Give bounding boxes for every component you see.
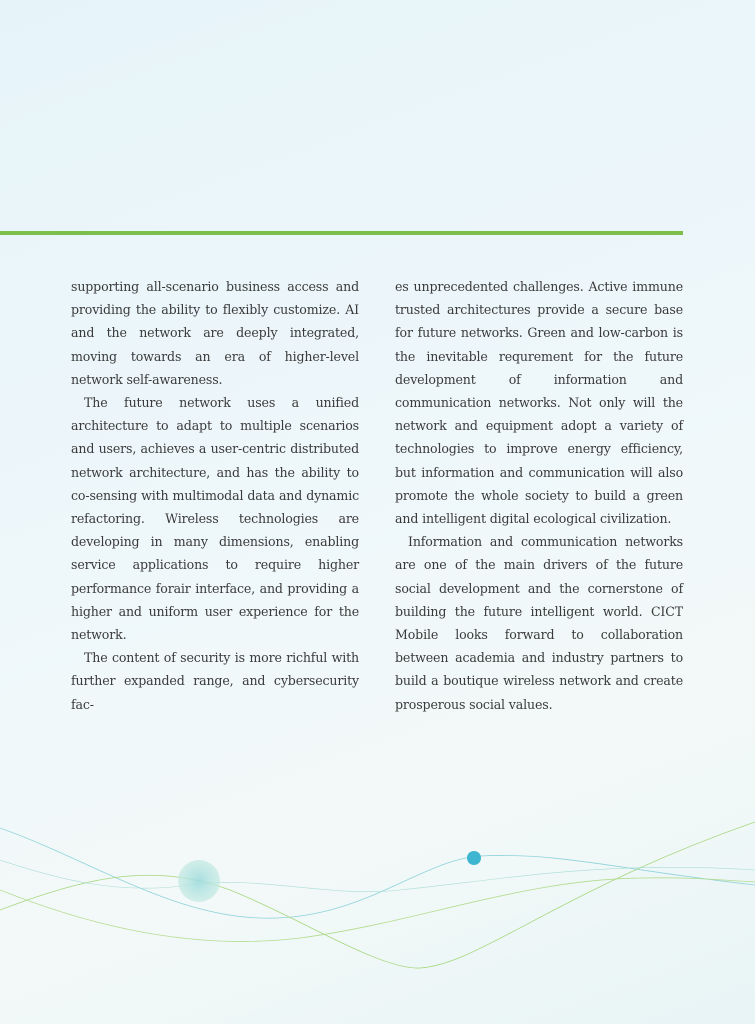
- decorative-wave-lines: [0, 800, 755, 1024]
- paragraph: The future network uses a unified architecture to adapt to multiple scenarios and users, achieves a user-centric distributed network architecture, and has the ability to co-sensing with multimodal data and dynamic refactoring. Wireless technologies are developing in many dimensions, enabling service applications to require higher performance forair interface, and providing a higher and uniform user experience for the network.: [71, 395, 359, 643]
- green-divider-rule: [0, 231, 683, 235]
- wave-line: [0, 860, 755, 892]
- paragraph: supporting all-scenario business access and providing the ability to flexibly customize. AI and the network are deeply integrated, moving towards an era of higher-level network self-awareness.: [71, 279, 359, 387]
- left-text-column: [71, 275, 359, 716]
- small-bubble: [467, 851, 481, 865]
- wave-line: [0, 828, 755, 918]
- wave-line: [0, 822, 755, 968]
- right-text-column: [395, 275, 683, 716]
- large-bubble: [178, 860, 220, 902]
- wave-line: [0, 878, 755, 942]
- paragraph: Information and communication networks are one of the main drivers of the future social development and the cornerstone of building the future intelligent world. CICT Mobile looks forward to collaboration between academia and industry partners to build a boutique wireless network and create prosperous social values.: [395, 534, 683, 712]
- paragraph: The content of security is more richful with further expanded range, and cybersecurity fac-: [71, 650, 359, 712]
- paragraph: es unprecedented challenges. Active immune trusted architectures provide a secure base for future networks. Green and low-carbon is the inevitable requrement for the future development of information and communication networks. Not only will the network and equipment adopt a variety of technologies to improve energy efficiency, but information and communication will also promote the whole society to build a green and intelligent digital ecological civilization.: [395, 279, 683, 527]
